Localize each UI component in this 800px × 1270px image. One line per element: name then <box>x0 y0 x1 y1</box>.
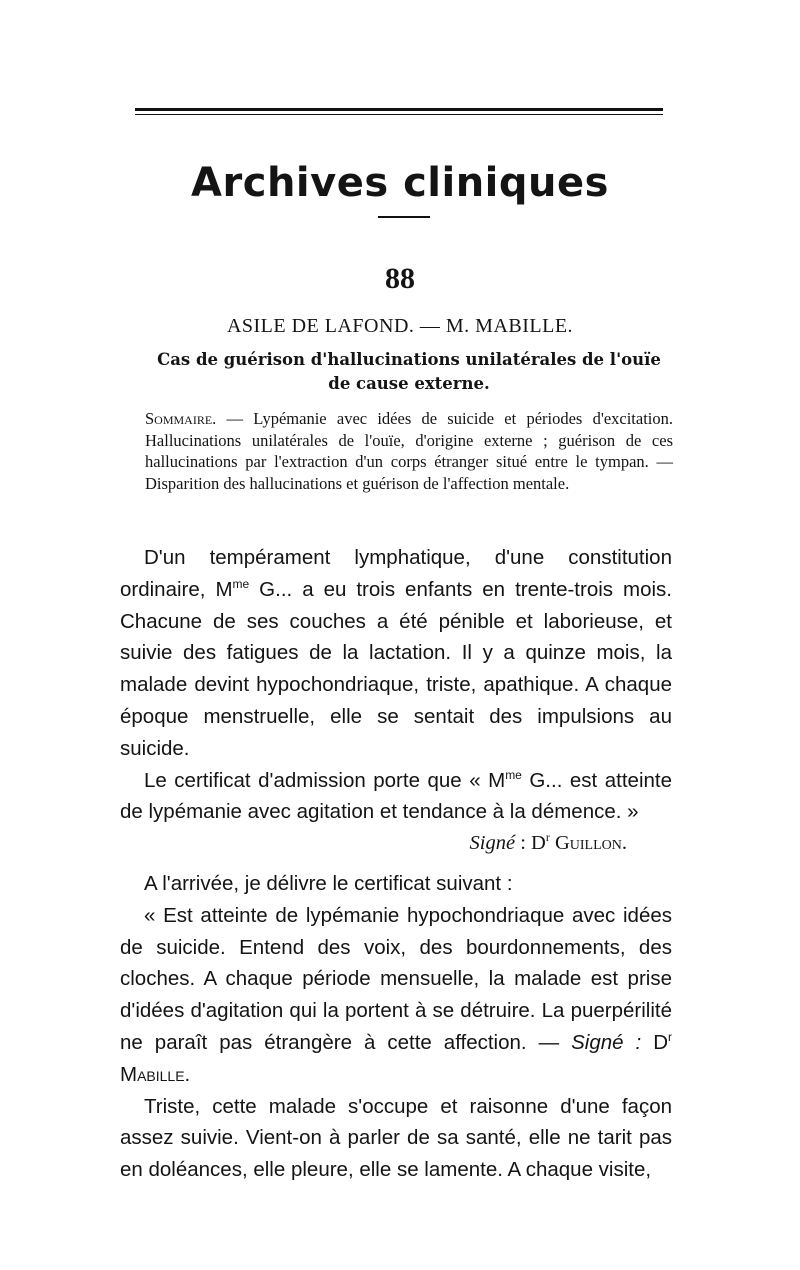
p1-text-b: G... a eu trois enfants en trente-trois mois. Chacune de ses couches a été pénible et laborieuse, et suivie des fatigues de la lactation. Il y a quinze mois, la malade devint hypochondriaque, triste, apathique. A chaque époque menstruelle, elle se sentait des impulsions au suicide. <box>120 577 672 760</box>
case-number: 88 <box>385 262 415 295</box>
p4-name: Mabille. <box>120 1062 191 1086</box>
summary-paragraph <box>145 408 673 494</box>
p2-text-b: G... est atteinte de lypémanie avec agitation et tendance à la démence. » <box>120 768 673 824</box>
paragraph-5: Triste, cette malade s'occupe et raisonne d'une façon assez suivie. Vient-on à parler de sa santé, elle ne tarit pas en doléances, elle pleure, elle se lamente. A chaque visite, <box>120 1094 672 1182</box>
paragraph-2 <box>120 765 672 829</box>
title-divider <box>378 216 430 218</box>
section-title: Archives cliniques <box>191 160 609 206</box>
p4-doc: D <box>641 1030 669 1054</box>
p2-text-a: Le certificat d'admission porte que « M <box>144 768 506 792</box>
summary-text: — Lypémanie avec idées de suicide et périodes d'excitation. Hallucinations unilatérales de l'ouïe, d'origine externe ; guérison de ces hallucinations par l'extraction d'un corps étranger situé entre le tympan. — Disparition des hallucinations et guérison de l'affection mentale. <box>145 409 673 493</box>
top-rule-thin <box>135 114 663 115</box>
sig1-name: Guillon. <box>549 832 627 855</box>
p1-text-a: D'un tempérament lymphatique, d'une constitution ordinaire, M <box>120 546 672 601</box>
p2-sup: me <box>505 767 522 782</box>
body-text <box>120 542 672 1186</box>
signature-guillon <box>120 828 672 860</box>
p4-sig-label: Signé : <box>571 1030 642 1054</box>
sig1-sep: : D <box>515 832 546 855</box>
institution-line: ASILE DE LAFOND. — M. MABILLE. <box>226 315 574 337</box>
paragraph-4 <box>120 900 672 1091</box>
p4-sup: r <box>668 1030 673 1045</box>
summary-label: Sommaire. <box>145 409 217 428</box>
paragraph-1 <box>120 542 672 765</box>
p1-sup: me <box>232 576 250 591</box>
sig1-label: Signé <box>469 832 516 855</box>
p4-text: « Est atteinte de lypémanie hypochondriaque avec idées de suicide. Entend des voix, des bourdonnements, des cloches. A chaque période mensuelle, la malade est prise d'idées d'agitation qui la portent à se détruire. La puerpérilité ne paraît pas étrangère à cette affection. — <box>120 903 672 1054</box>
case-title: Cas de guérison d'hallucinations unilatérales de l'ouïe de cause externe. <box>157 350 661 393</box>
paragraph-3: A l'arrivée, je délivre le certificat suivant : <box>144 871 513 895</box>
top-rule-thick <box>135 108 663 111</box>
sig1-sup: r <box>545 830 550 845</box>
